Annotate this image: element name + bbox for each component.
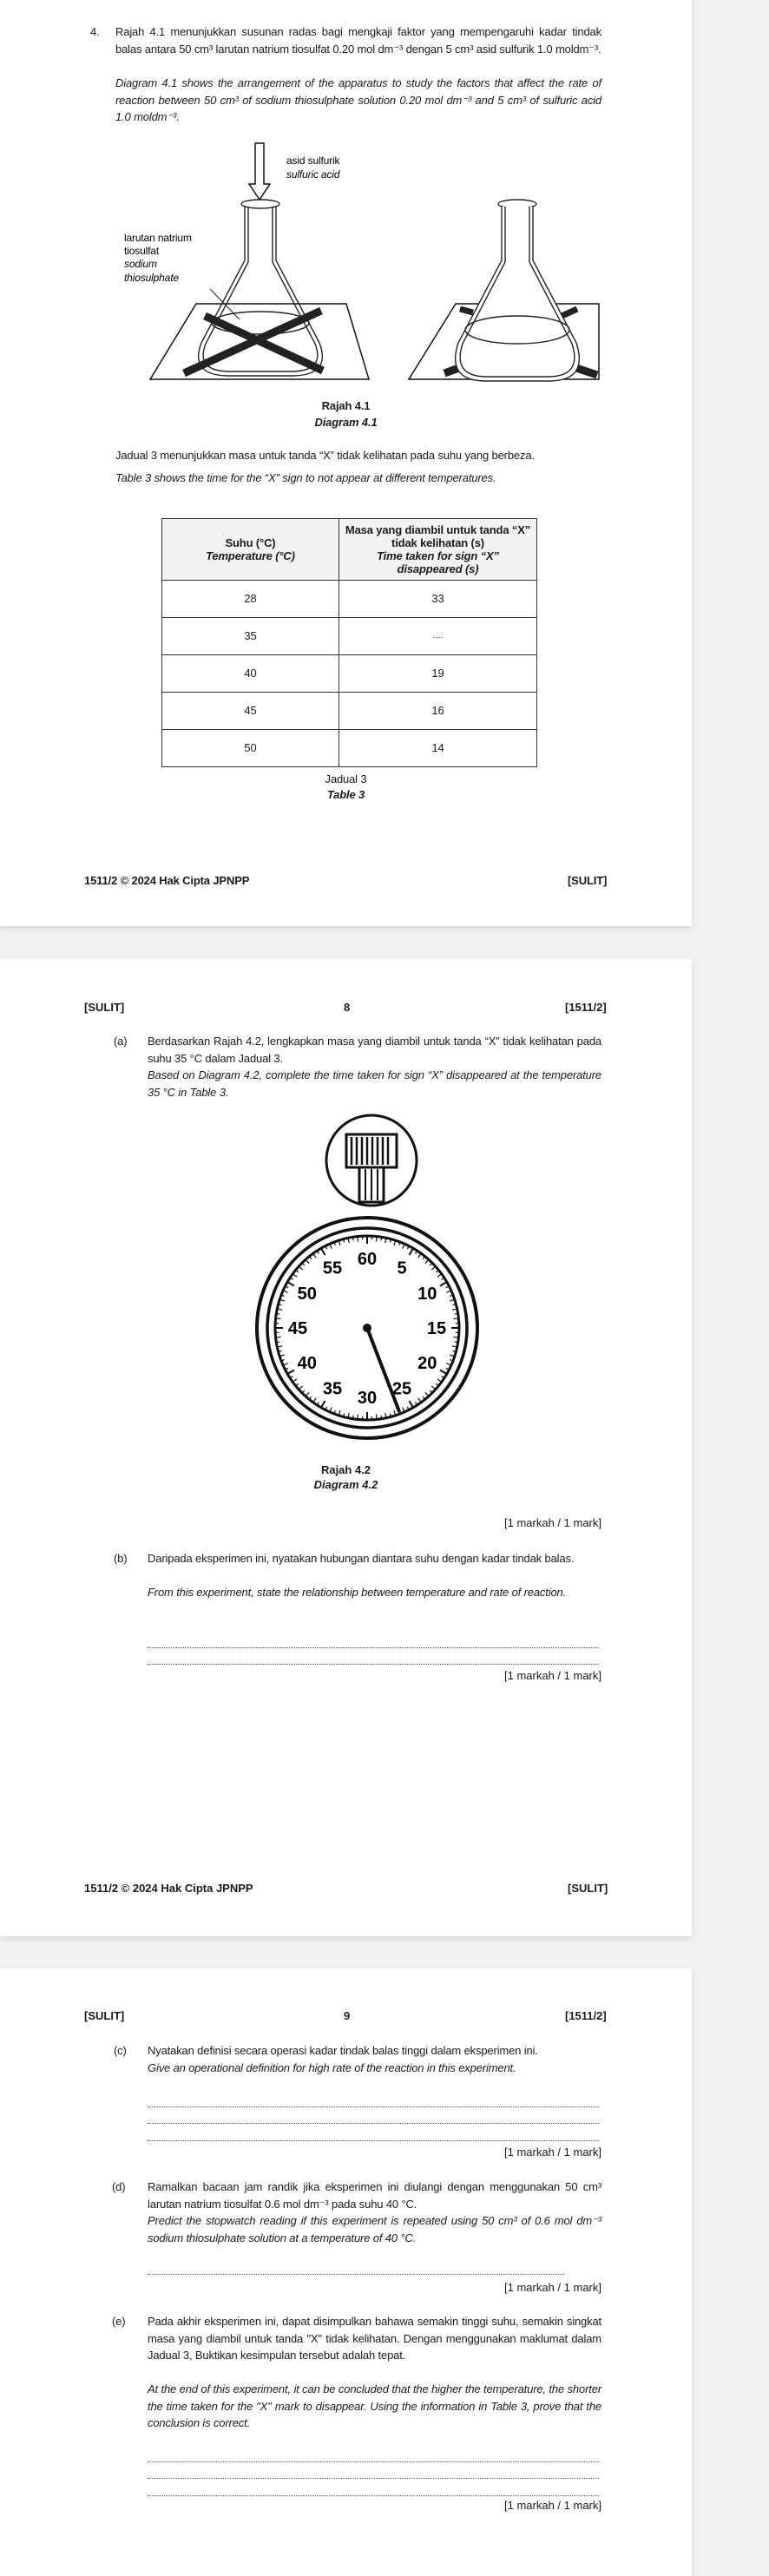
answer-line[interactable]: [148, 1664, 599, 1665]
part-a-mark: [1 markah / 1 mark]: [341, 1516, 601, 1529]
page-1-content: [0, 0, 692, 926]
column-header-time: [339, 519, 537, 581]
footer-copyright: 1511/2 © 2024 Hak Cipta JPNPP: [84, 872, 249, 890]
dial-label: 25: [392, 1379, 411, 1398]
diagram-4-2-caption-en: Diagram 4.2: [0, 1478, 692, 1491]
solution-label-ms-1: larutan natrium: [124, 232, 192, 244]
part-a-ms: Berdasarkan Rajah 4.2, lengkapkan masa yang diambil untuk tanda “X” tidak kelihatan pada suhu 35 °C dalam Jadual 3.: [148, 1033, 601, 1067]
conical-flask-right: [456, 200, 580, 381]
cell-time: 33: [339, 581, 537, 618]
part-b-ms: Daripada eksperimen ini, nyatakan hubungan diantara suhu dengan kadar tindak balas.: [148, 1550, 601, 1567]
dial-tick: [455, 1313, 458, 1314]
dial-label: 35: [323, 1379, 342, 1398]
dial-tick: [352, 1237, 353, 1240]
dial-label: 45: [288, 1319, 307, 1338]
dial-label: 50: [298, 1285, 317, 1304]
answer-line[interactable]: [148, 2274, 564, 2275]
cell-time: 16: [339, 693, 537, 730]
dial-tick: [453, 1318, 458, 1319]
table-3-caption-ms: Jadual 3: [0, 771, 692, 788]
part-e-ms: Pada akhir eksperimen ini, dapat disimpulkan bahawa semakin tinggi suhu, semakin singkat masa yang diambil untuk tanda "X" tidak kelihatan. Dengan menggunakan maklumat dalam Jadual 3, Buktikan kesimpulan tersebut adalah tepat.: [148, 2313, 601, 2364]
cell-temp: 40: [162, 655, 339, 693]
part-e-mark: [1 markah / 1 mark]: [341, 2499, 601, 2512]
part-e-label: (e): [112, 2313, 125, 2330]
header-sulit: [SULIT]: [84, 2009, 124, 2022]
question-intro-en: Diagram 4.1 shows the arrangement of the apparatus to study the factors that affect the rate of reaction between 50 cm³ of sodium thiosulphate solution 0.20 mol dm⁻³ and 5 cm³ of sulfuric acid 1.0 moldm⁻³.: [115, 75, 601, 126]
part-b-en: From this experiment, state the relationship between temperature and rate of reaction.: [148, 1584, 601, 1601]
dial-label: 15: [427, 1319, 446, 1338]
table-row: [162, 693, 537, 730]
cell-temp: 35: [162, 618, 339, 655]
dial-tick: [376, 1414, 377, 1419]
cell-temp: 45: [162, 693, 339, 730]
table-intro-en: Table 3 shows the time for the “X” sign to not appear at different temperatures.: [115, 470, 601, 487]
diagram-4-2-caption-ms: Rajah 4.2: [0, 1463, 692, 1476]
dial-tick: [381, 1416, 382, 1419]
dial-tick: [376, 1237, 377, 1242]
dial-label: 5: [397, 1259, 406, 1278]
dial-label: 30: [358, 1389, 377, 1408]
table-row: [162, 730, 537, 767]
table-intro-ms: Jadual 3 menunjukkan masa untuk tanda “X” tidak kelihatan pada suhu yang berbeza.: [115, 447, 601, 464]
table-header-row: [162, 519, 537, 581]
question-number: 4.: [90, 23, 100, 41]
dial-tick: [455, 1342, 458, 1343]
solution-label-en-2: thiosulphate: [124, 272, 179, 284]
part-c-en: Give an operational definition for high rate of the reaction in this experiment.: [148, 2060, 601, 2077]
cell-time: 14: [339, 730, 537, 767]
diagram-4-1-caption-ms: Rajah 4.1: [0, 398, 692, 415]
col1-ms: Suhu (°C): [166, 536, 335, 549]
cell-temp: 50: [162, 730, 339, 767]
cell-time: 19: [339, 655, 537, 693]
acid-label-en: sulfuric acid: [286, 168, 340, 181]
stopwatch-diagram: [234, 1111, 503, 1458]
answer-line[interactable]: [148, 2106, 599, 2107]
part-a-label: (a): [114, 1033, 127, 1050]
answer-line[interactable]: [148, 2478, 599, 2479]
part-c-ms: Nyatakan definisi secara operasi kadar tindak balas tinggi dalam eksperimen ini.: [148, 2042, 601, 2060]
page-number: 8: [344, 1001, 350, 1014]
dial-label: 55: [323, 1259, 342, 1278]
dial-tick: [352, 1416, 353, 1419]
page-number: 9: [344, 2009, 350, 2022]
solution-label-en-1: sodium: [124, 258, 157, 270]
part-b-mark: [1 markah / 1 mark]: [341, 1669, 601, 1682]
header-paper-code: [1511/2]: [565, 2009, 607, 2022]
table-row: [162, 655, 537, 693]
solution-label-ms-2: tiosulfat: [124, 245, 160, 257]
table-3: [161, 518, 537, 767]
arrow-down-icon: [249, 143, 270, 200]
dial-tick: [276, 1342, 279, 1343]
part-b-label: (b): [114, 1550, 127, 1567]
column-header-temperature: [162, 519, 339, 581]
part-c-mark: [1 markah / 1 mark]: [341, 2146, 601, 2159]
footer-copyright: 1511/2 © 2024 Hak Cipta JPNPP: [84, 1882, 253, 1895]
stopwatch-pivot: [363, 1324, 371, 1332]
dial-label: 40: [298, 1354, 317, 1373]
answer-line[interactable]: [148, 2123, 599, 2124]
part-a-en: Based on Diagram 4.2, complete the time taken for sign “X” disappeared at the temperature 35 °C in Table 3.: [148, 1067, 601, 1101]
answer-line[interactable]: [148, 2461, 599, 2462]
dial-tick: [276, 1313, 279, 1314]
answer-line[interactable]: [148, 2495, 599, 2496]
part-d-en: Predict the stopwatch reading if this experiment is repeated using 50 cm³ of 0.6 mol dm⁻³ sodium thiosulphate solution at a temperature of 40 °C.: [148, 2212, 601, 2246]
table-row: [162, 581, 537, 618]
part-d-ms: Ramalkan bacaan jam randik jika eksperimen ini diulangi dengan menggunakan 50 cm³ larutan natrium tiosulfat 0.6 mol dm⁻³ pada suhu 40 °C.: [148, 2178, 601, 2212]
diagram-4-1: [0, 0, 692, 408]
footer-sulit: [SULIT]: [568, 872, 607, 890]
part-c-label: (c): [114, 2042, 127, 2060]
part-e-en: At the end of this experiment, it can be concluded that the higher the temperature, the shorter the time taken for the "X" mark to disappear. Using the information in Table 3, prove that the conclusion is correct.: [148, 2381, 601, 2432]
dial-label: 60: [358, 1250, 377, 1269]
table-row: [162, 618, 537, 655]
cell-temp: 28: [162, 581, 339, 618]
dial-tick: [381, 1237, 382, 1240]
dial-label: 20: [417, 1354, 437, 1373]
header-sulit: [SULIT]: [84, 1001, 124, 1014]
answer-line[interactable]: [148, 2140, 599, 2141]
col2-en: Time taken for sign “X” disappeared (s): [343, 549, 533, 575]
question-intro-ms: Rajah 4.1 menunjukkan susunan radas bagi mengkaji faktor yang mempengaruhi kadar tindak balas antara 50 cm³ larutan natrium tiosulfat 0.20 mol dm⁻³ dengan 5 cm³ asid sulfurik 1.0 moldm⁻³.: [115, 23, 601, 57]
cell-time-blank[interactable]: .....: [339, 618, 537, 655]
footer-sulit: [SULIT]: [568, 1882, 608, 1895]
dial-label: 10: [417, 1285, 437, 1304]
part-d-label: (d): [112, 2178, 125, 2196]
col1-en: Temperature (°C): [166, 549, 335, 562]
header-paper-code: [1511/2]: [565, 1001, 607, 1014]
answer-line[interactable]: [148, 1647, 599, 1648]
dial-tick: [276, 1318, 281, 1319]
acid-label-ms: asid sulfurik: [286, 154, 341, 167]
col2-ms: Masa yang diambil untuk tanda “X” tidak kelihatan (s): [343, 523, 533, 549]
part-d-mark: [1 markah / 1 mark]: [341, 2281, 601, 2294]
diagram-4-1-caption-en: Diagram 4.1: [0, 414, 692, 431]
table-3-caption-en: Table 3: [0, 786, 692, 804]
